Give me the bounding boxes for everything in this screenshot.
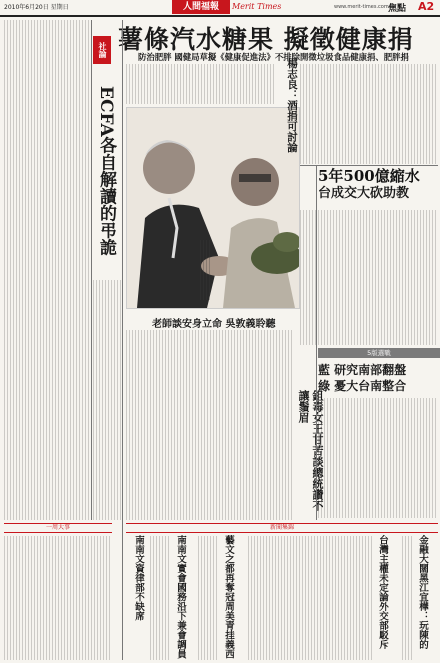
budget-cut-story-text xyxy=(300,210,438,345)
website-url: www.merit-times.com.tw xyxy=(334,4,397,10)
photo-illustration xyxy=(127,108,299,308)
budget-cut-headline xyxy=(318,168,438,202)
news-brief-3-headline xyxy=(132,535,144,660)
page-number: A2 xyxy=(418,0,435,13)
section-name: 焦點 xyxy=(388,4,407,14)
news-brief-4-headline xyxy=(376,535,388,660)
issue-date: 2010年6月20日 星期日 xyxy=(4,4,69,11)
news-brief-3-text xyxy=(150,536,170,660)
south-election-headline-line2: 綠 憂大台南整合 xyxy=(318,379,407,393)
lead-story-text-right xyxy=(300,64,438,164)
photo-caption: 老師談安身立命 吳敦義聆聽 xyxy=(152,319,276,330)
news-brief-4-line1: 台灣主權未定論 xyxy=(377,535,388,602)
news-brief-2-headline xyxy=(174,535,186,660)
photo-caption-vertical xyxy=(200,240,210,300)
column-divider xyxy=(122,20,123,660)
news-brief-2-line2: 沿下兼會調員 xyxy=(175,601,186,659)
south-election-headline xyxy=(318,362,440,394)
week-news-list xyxy=(4,536,112,660)
newspaper-logo: 人間福報 xyxy=(172,0,230,14)
news-brief-2-text xyxy=(198,536,218,660)
news-brief-1-line1: 藝文之都再奪冠 xyxy=(223,535,234,602)
news-brief-2-line1: 南南文實會國務 xyxy=(175,535,186,602)
editorial-tag: 社論 xyxy=(93,36,111,64)
header-rule xyxy=(0,15,440,17)
news-brief-5-line2: 江宜樺：玩陳的 xyxy=(417,582,428,649)
section-bar-elections: 5版選戰 xyxy=(318,348,440,358)
news-brief-3-line1: 南南文資 xyxy=(133,535,144,573)
news-brief-1-line2: 周美青挂義西 xyxy=(223,601,234,659)
editorial-title: ECFA各自解讀的弔詭 xyxy=(96,86,116,256)
news-photo xyxy=(126,107,300,309)
editorial-body-text-2 xyxy=(93,280,123,520)
news-brief-5-headline xyxy=(416,535,428,660)
column-divider xyxy=(316,165,317,520)
drug-queen-headline-line1: 鉏毒女王甘苦談 xyxy=(311,390,324,467)
main-headline: 薯條汽水糖果 擬徵健康捐 xyxy=(118,25,414,54)
news-brief-1-text xyxy=(248,536,372,660)
drug-queen-headline-line2: 總統讚不讓鬚眉 xyxy=(297,390,324,511)
main-subhead: 防治肥胖 國健局草擬《健康促進法》不排除開徵垃圾食品健康捐、肥胖捐 xyxy=(138,52,409,62)
editorial-body-text xyxy=(4,20,90,520)
news-brief-4-text xyxy=(402,536,414,660)
news-brief-1-headline xyxy=(222,535,234,660)
photo-story-text xyxy=(126,330,292,520)
budget-cut-headline-line2: 台成交大砍助教 xyxy=(318,186,410,201)
lead-story-text xyxy=(126,64,276,104)
news-brief-4-line2: 外交部駁斥 xyxy=(377,601,388,649)
newspaper-english-name: Merit Times xyxy=(232,2,282,11)
south-election-story-text xyxy=(318,398,438,518)
drug-queen-headline xyxy=(296,390,324,515)
yang-story-headline: 楊志良：酒捐可討論 xyxy=(286,58,298,153)
news-brief-3-line2: 律部不缺席 xyxy=(133,573,144,621)
story-divider xyxy=(300,165,438,166)
south-election-headline-line1: 藍 研究南部翻盤 xyxy=(318,363,407,377)
news-brief-5-line1: 金融大闊黑 xyxy=(417,535,428,583)
news-roundup-bar: 新聞集錦 xyxy=(126,523,438,533)
week-news-bar: 一周大事 xyxy=(4,523,112,533)
budget-cut-headline-line1: 5年500億縮水 xyxy=(318,167,420,185)
